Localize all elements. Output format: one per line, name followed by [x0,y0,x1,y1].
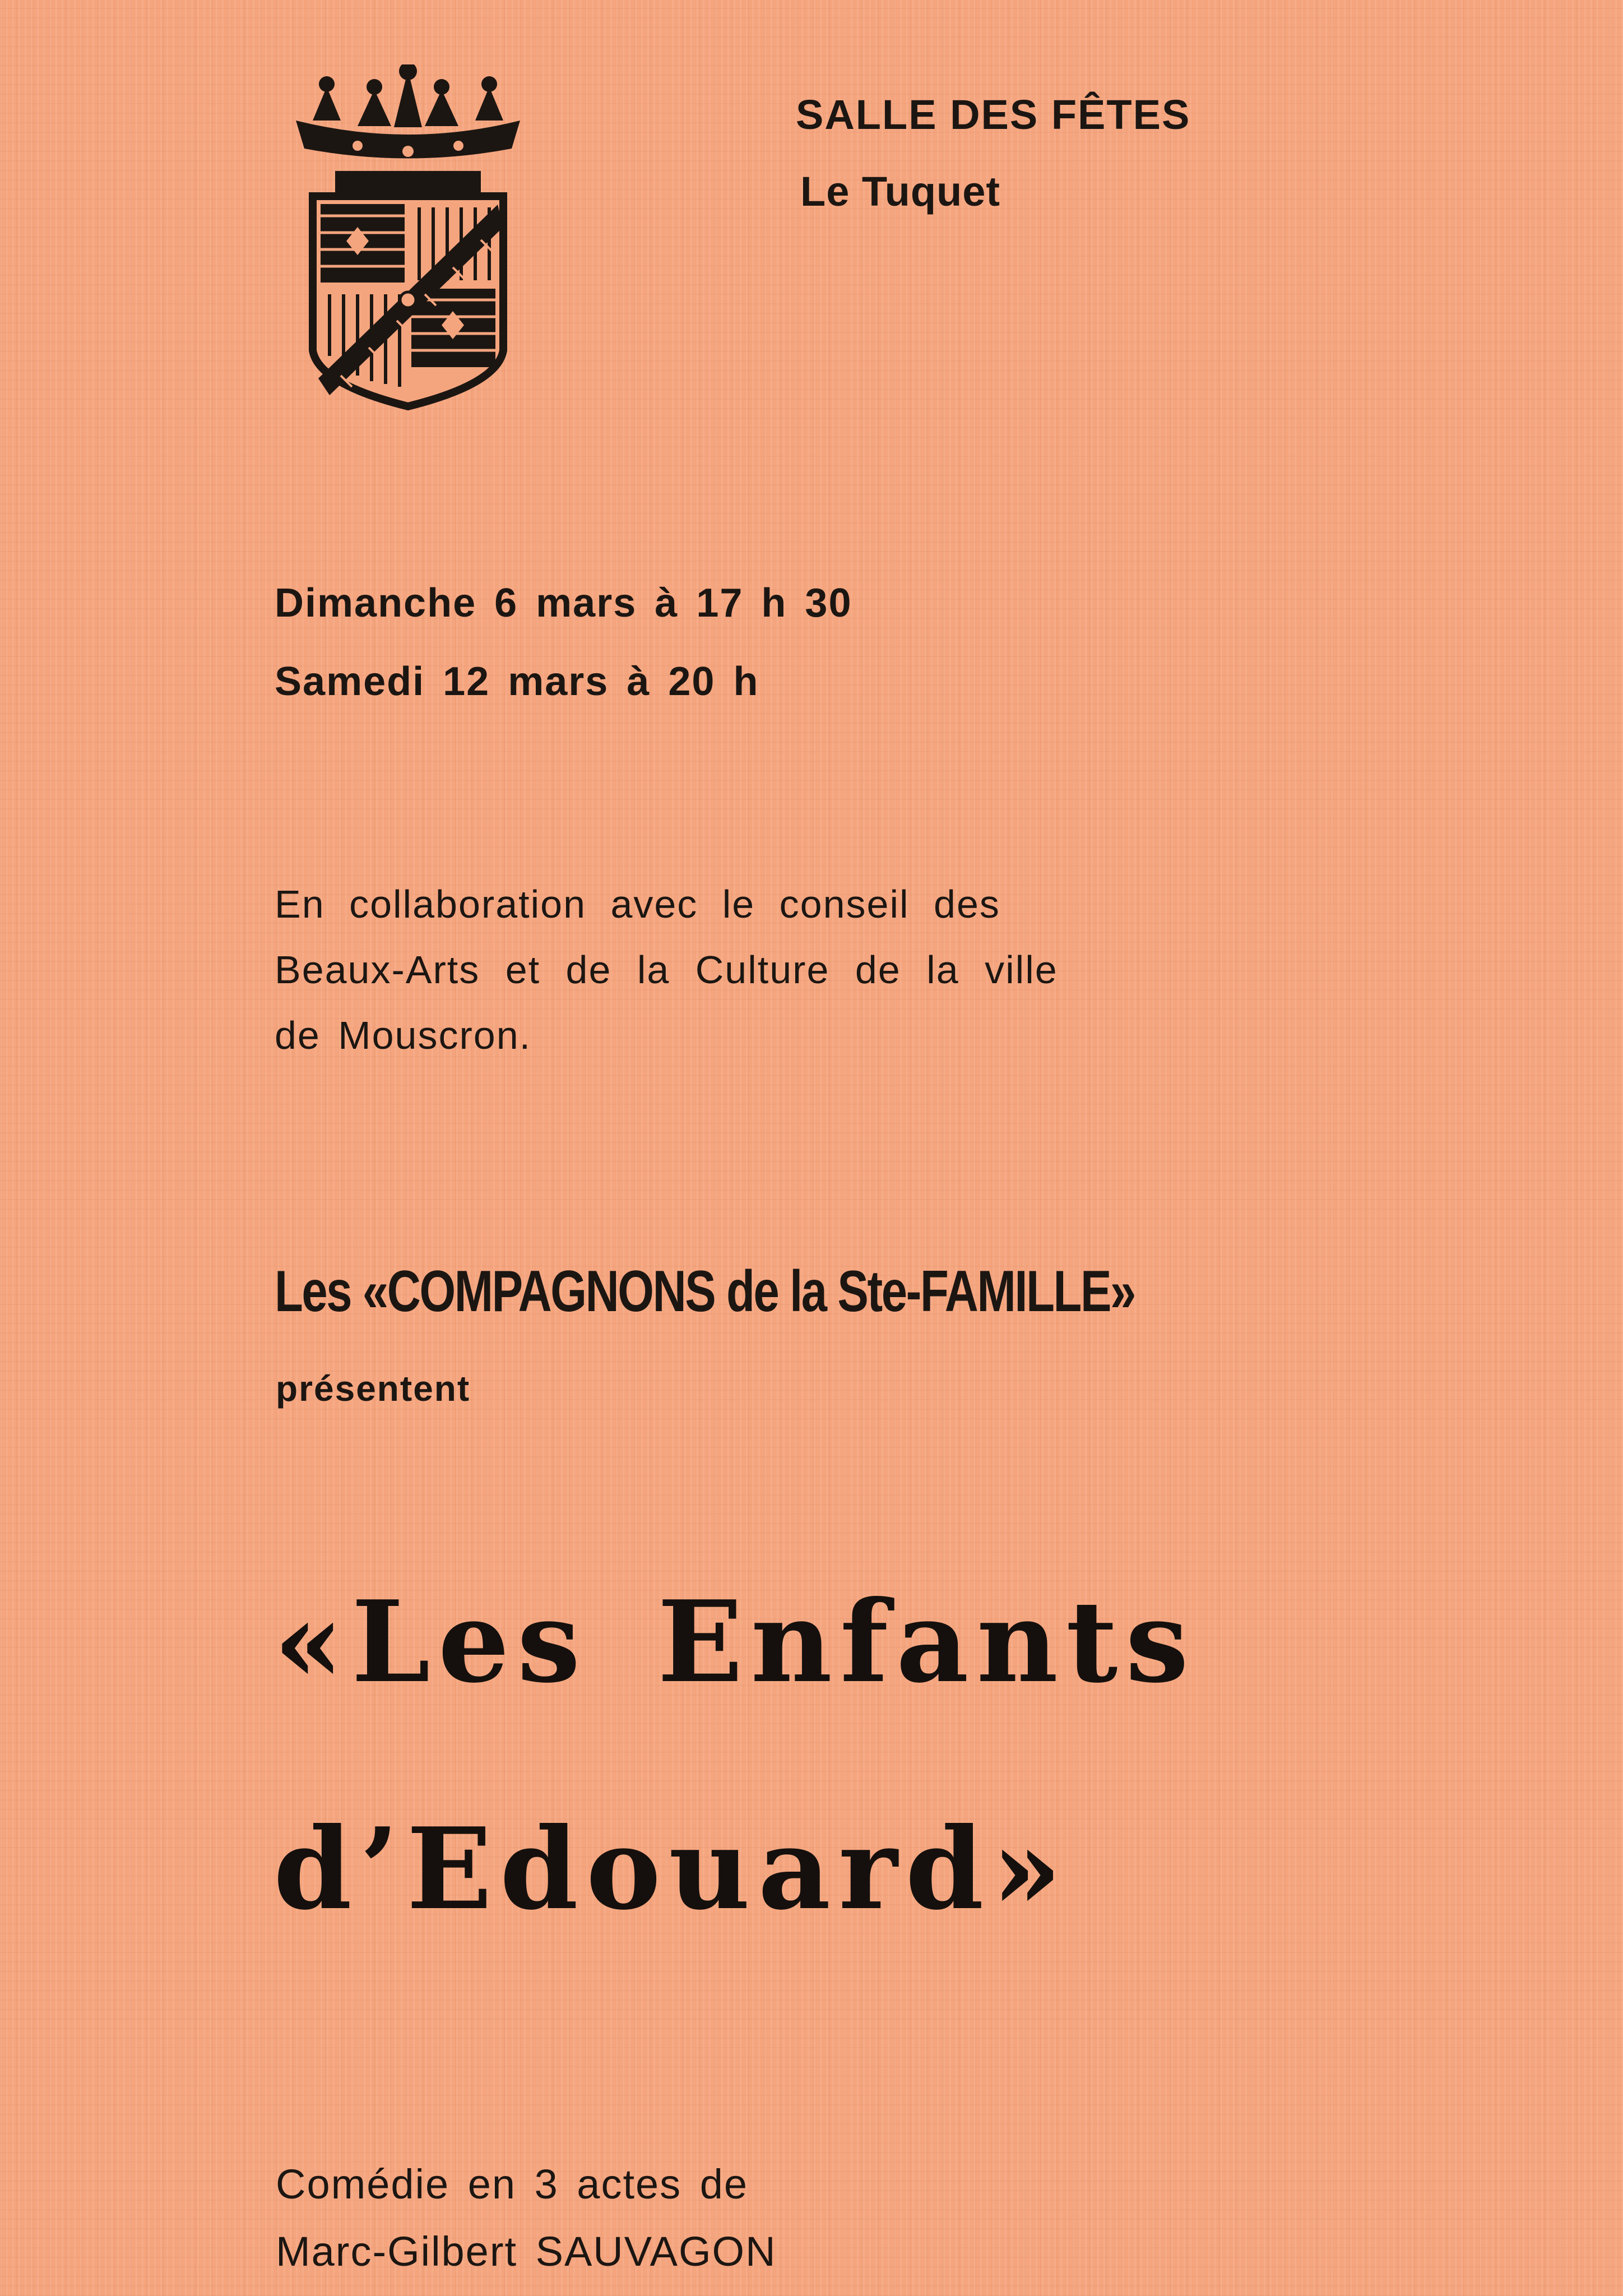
play-title-line: «Les Enfants [273,1576,1197,1708]
collaboration-line: Beaux-Arts et de la Culture de la ville [275,948,1058,992]
presents-label: présentent [276,1368,471,1409]
coat-of-arms-icon [273,64,542,412]
performance-date: Dimanche 6 mars à 17 h 30 [275,581,852,626]
venue-title: SALLE DES FÊTES [796,91,1191,138]
credit-line: Comédie en 3 actes de [276,2161,749,2207]
author-line: Marc-Gilbert SAUVAGON [276,2228,777,2275]
performance-date: Samedi 12 mars à 20 h [275,659,759,704]
troupe-name: Les «COMPAGNONS de la Ste-FAMILLE» [275,1259,1135,1324]
collaboration-line: de Mouscron. [275,1013,532,1057]
venue-subtitle: Le Tuquet [800,168,1001,215]
collaboration-line: En collaboration avec le conseil des [275,882,1000,926]
play-title-line: d’Edouard» [273,1803,1070,1935]
